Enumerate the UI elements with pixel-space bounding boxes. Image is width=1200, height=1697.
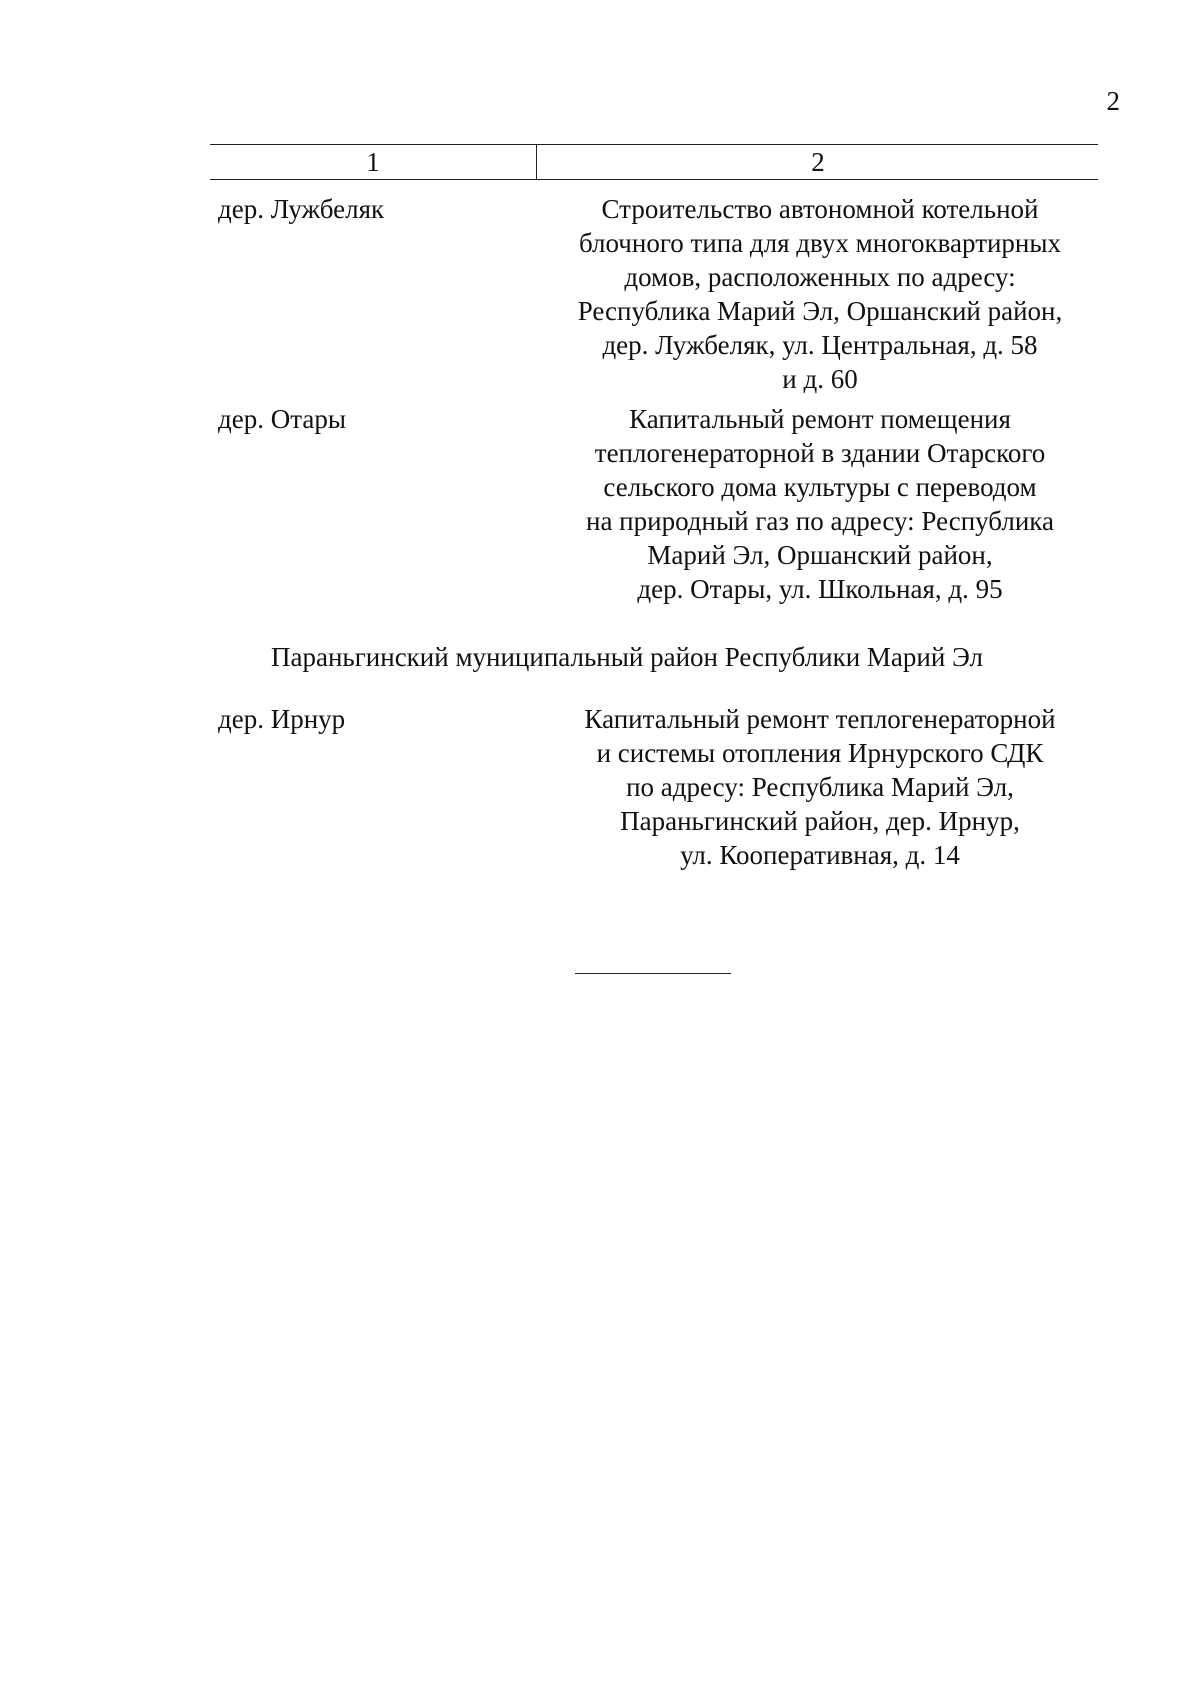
district-heading: Параньгинский муниципальный район Республики Марий Эл — [271, 642, 983, 672]
object-description — [540, 702, 1100, 872]
description-line: сельского дома культуры с переводом — [603, 472, 1037, 502]
table-header-col-2: 2 — [811, 147, 825, 177]
description-line: дер. Отары, ул. Школьная, д. 95 — [637, 574, 1003, 604]
object-description — [540, 402, 1100, 606]
description-line: Параньгинский район, дер. Ирнур, — [620, 806, 1020, 836]
description-line: Марий Эл, Оршанский район, — [647, 540, 993, 570]
description-line: домов, расположенных по адресу: — [624, 262, 1016, 292]
page-number: 2 — [1106, 86, 1120, 116]
description-line: и системы отопления Ирнурского СДК — [596, 738, 1044, 768]
table-header-divider — [536, 145, 537, 179]
description-line: дер. Лужбеляк, ул. Центральная, д. 58 — [602, 330, 1038, 360]
description-line: Капитальный ремонт помещения — [629, 404, 1011, 434]
description-line: Капитальный ремонт теплогенераторной — [584, 704, 1056, 734]
object-description — [540, 192, 1100, 396]
description-line: Строительство автономной котельной — [601, 194, 1039, 224]
place-name: дер. Отары — [218, 404, 346, 434]
description-line: по адресу: Республика Марий Эл, — [626, 772, 1014, 802]
description-line: блочного типа для двух многоквартирных — [578, 228, 1062, 258]
description-line: Республика Марий Эл, Оршанский район, — [577, 296, 1063, 326]
table-header — [210, 144, 1098, 180]
end-rule — [575, 973, 731, 974]
description-line: теплогенераторной в здании Отарского — [594, 438, 1046, 468]
description-line: на природный газ по адресу: Республика — [586, 506, 1054, 536]
description-line: и д. 60 — [782, 364, 858, 394]
table-header-col-1: 1 — [366, 147, 380, 177]
place-name: дер. Ирнур — [218, 704, 346, 734]
description-line: ул. Кооперативная, д. 14 — [680, 840, 960, 870]
place-name: дер. Лужбеляк — [218, 194, 385, 224]
